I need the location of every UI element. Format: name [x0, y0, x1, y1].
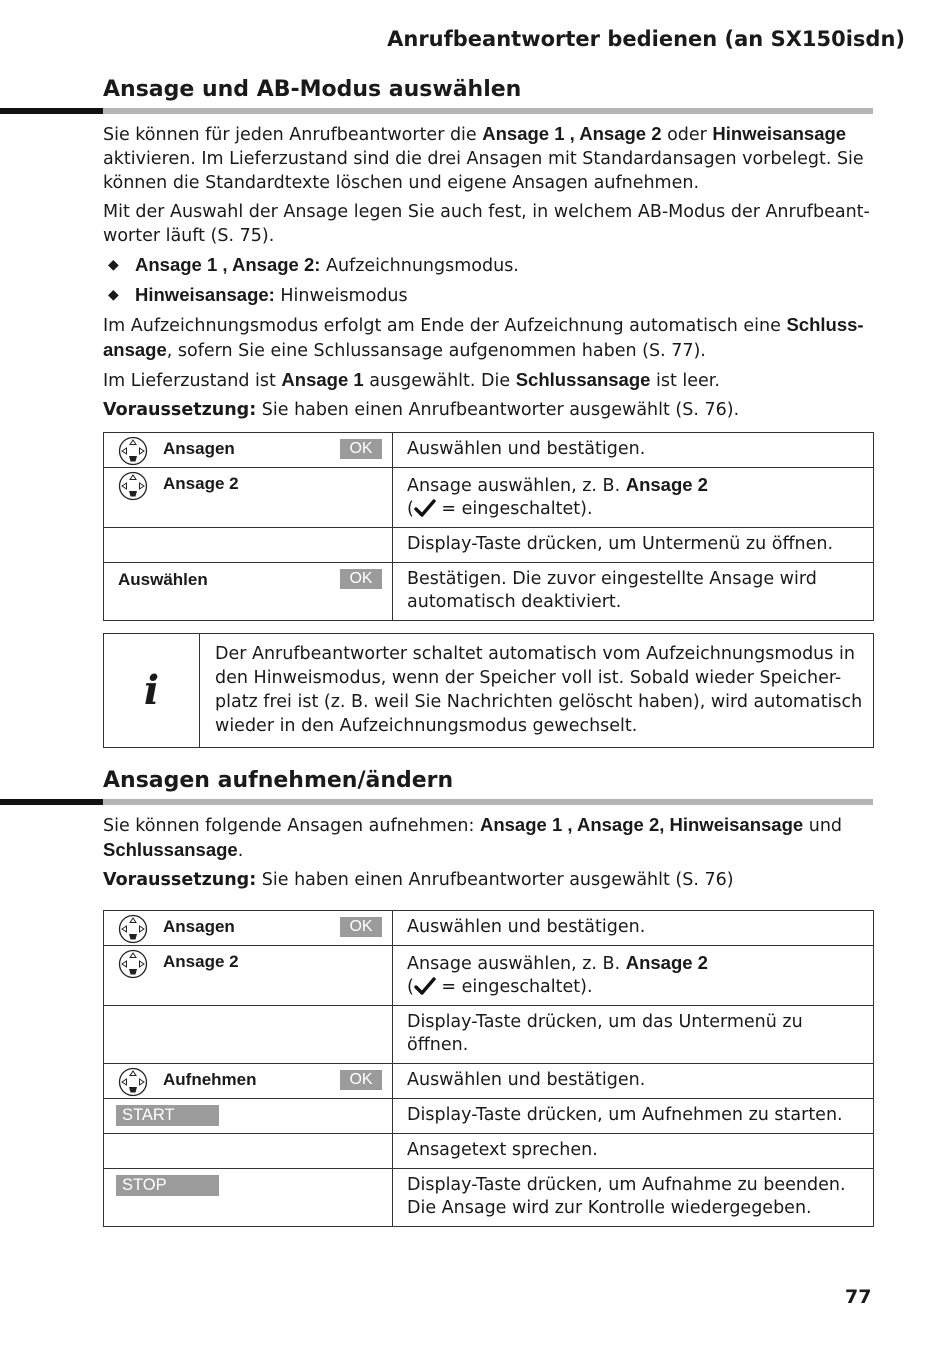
step-key-cell: [104, 1099, 393, 1134]
ok-key: OK: [340, 917, 382, 937]
info-text: Der Anrufbeantworter schaltet automatisch vom Aufzeichnungsmodus in den Hinweismodus, wenn der Speicher voll ist. Sobald wieder Speicher-platz frei ist (z. B. weil Sie Nachrichten gelöscht haben), wird automatisch wieder in den Aufzeichnungsmodus gewechselt.: [215, 644, 863, 736]
step-key-cell: [104, 433, 393, 468]
table-row: [104, 468, 874, 528]
page-header-title: Anrufbeantworter bedienen (an SX150isdn): [387, 27, 905, 51]
table-row: [104, 1169, 874, 1227]
step-key-cell: [104, 468, 393, 528]
checkmark-icon: [414, 977, 436, 995]
steps-table: [103, 432, 874, 621]
step-description: Auswählen und bestätigen.: [393, 1064, 874, 1099]
step-key-cell: [104, 1006, 393, 1064]
ok-key: OK: [340, 569, 382, 589]
diamond-bullet-icon: ◆: [108, 287, 119, 303]
step-description: Ansage auswählen, z. B. Ansage 2 ( = eingeschaltet).: [393, 946, 874, 1006]
navigation-key-icon: [118, 471, 148, 501]
menu-item-label: Ansagen: [163, 917, 235, 936]
section-title: Ansagen aufnehmen/ändern: [103, 768, 454, 793]
step-description: Auswählen und bestätigen.: [393, 911, 874, 946]
diamond-bullet-icon: ◆: [108, 257, 119, 273]
info-box: [103, 633, 874, 748]
start-softkey: START: [116, 1105, 219, 1126]
page-number: 77: [845, 1286, 872, 1308]
table-row: [104, 1006, 874, 1064]
table-row: [104, 1099, 874, 1134]
menu-item-label: Ansage 2: [163, 952, 239, 971]
section-rule-thick: [0, 108, 103, 114]
menu-item-label: Auswählen: [118, 570, 208, 589]
paragraph: Im Lieferzustand ist Ansage 1 ausgewählt. Die Schlussansage ist leer.: [103, 369, 720, 391]
table-row: [104, 433, 874, 468]
table-row: [104, 1064, 874, 1099]
checkmark-icon: [414, 499, 436, 517]
step-description: Ansage auswählen, z. B. Ansage 2 ( = eingeschaltet).: [393, 468, 874, 528]
bullet-item: ◆ Ansage 1 , Ansage 2: Aufzeichnungsmodus.: [108, 254, 519, 276]
step-description: Display-Taste drücken, um das Untermenü zu öffnen.: [393, 1006, 874, 1064]
menu-item-label: Aufnehmen: [163, 1070, 257, 1089]
step-description: Bestätigen. Die zuvor eingestellte Ansage wird automatisch deaktiviert.: [393, 563, 874, 621]
step-key-cell: [104, 528, 393, 563]
section-rule-gray: [103, 108, 873, 114]
ok-key: OK: [340, 1070, 382, 1090]
table-row: [104, 563, 874, 621]
step-key-cell: [104, 946, 393, 1006]
ok-key: OK: [340, 439, 382, 459]
info-icon: i: [104, 634, 200, 747]
step-key-cell: [104, 1134, 393, 1169]
paragraph: Mit der Auswahl der Ansage legen Sie auch fest, in welchem AB-Modus der Anrufbeant-worter läuft (S. 75).: [103, 202, 870, 246]
step-description: Ansagetext sprechen.: [393, 1134, 874, 1169]
table-row: [104, 946, 874, 1006]
paragraph: Sie können folgende Ansagen aufnehmen: Ansage 1 , Ansage 2, Hinweisansage und Schlussansage.: [103, 814, 843, 861]
step-description: Display-Taste drücken, um Aufnahme zu beenden. Die Ansage wird zur Kontrolle wiedergegeben.: [393, 1169, 874, 1227]
navigation-key-icon: [118, 914, 148, 944]
step-key-cell: [104, 911, 393, 946]
section1-body: [103, 122, 875, 427]
step-description: Auswählen und bestätigen.: [393, 433, 874, 468]
section2-body: [103, 813, 875, 897]
paragraph: Sie können für jeden Anrufbeantworter die Ansage 1 , Ansage 2 oder Hinweisansage aktivieren. Im Lieferzustand sind die drei Ansagen mit Standardansagen vorbelegt. Sie können die Standardtexte löschen und eigene Ansagen aufnehmen.: [103, 123, 864, 193]
prerequisite: Voraussetzung: Sie haben einen Anrufbeantworter ausgewählt (S. 76): [103, 870, 734, 890]
section-rule-thick: [0, 799, 103, 805]
step-key-cell: [104, 1064, 393, 1099]
prerequisite: Voraussetzung: Sie haben einen Anrufbeantworter ausgewählt (S. 76).: [103, 400, 740, 420]
menu-item-label: Ansagen: [163, 439, 235, 458]
navigation-key-icon: [118, 949, 148, 979]
bullet-item: ◆ Hinweisansage: Hinweismodus: [108, 284, 408, 306]
steps-table: [103, 910, 874, 1227]
menu-item-label: Ansage 2: [163, 474, 239, 493]
table-row: [104, 528, 874, 563]
table-row: [104, 911, 874, 946]
step-key-cell: [104, 563, 393, 621]
navigation-key-icon: [118, 436, 148, 466]
step-description: Display-Taste drücken, um Aufnehmen zu starten.: [393, 1099, 874, 1134]
table-row: [104, 1134, 874, 1169]
navigation-key-icon: [118, 1067, 148, 1097]
section-rule-gray: [103, 799, 873, 805]
stop-softkey: STOP: [116, 1175, 219, 1196]
paragraph: Im Aufzeichnungsmodus erfolgt am Ende der Aufzeichnung automatisch eine Schluss-ansage, sofern Sie eine Schlussansage aufgenommen haben (S. 77).: [103, 314, 864, 361]
section-title: Ansage und AB-Modus auswählen: [103, 77, 522, 102]
step-key-cell: [104, 1169, 393, 1227]
step-description: Display-Taste drücken, um Untermenü zu öffnen.: [393, 528, 874, 563]
